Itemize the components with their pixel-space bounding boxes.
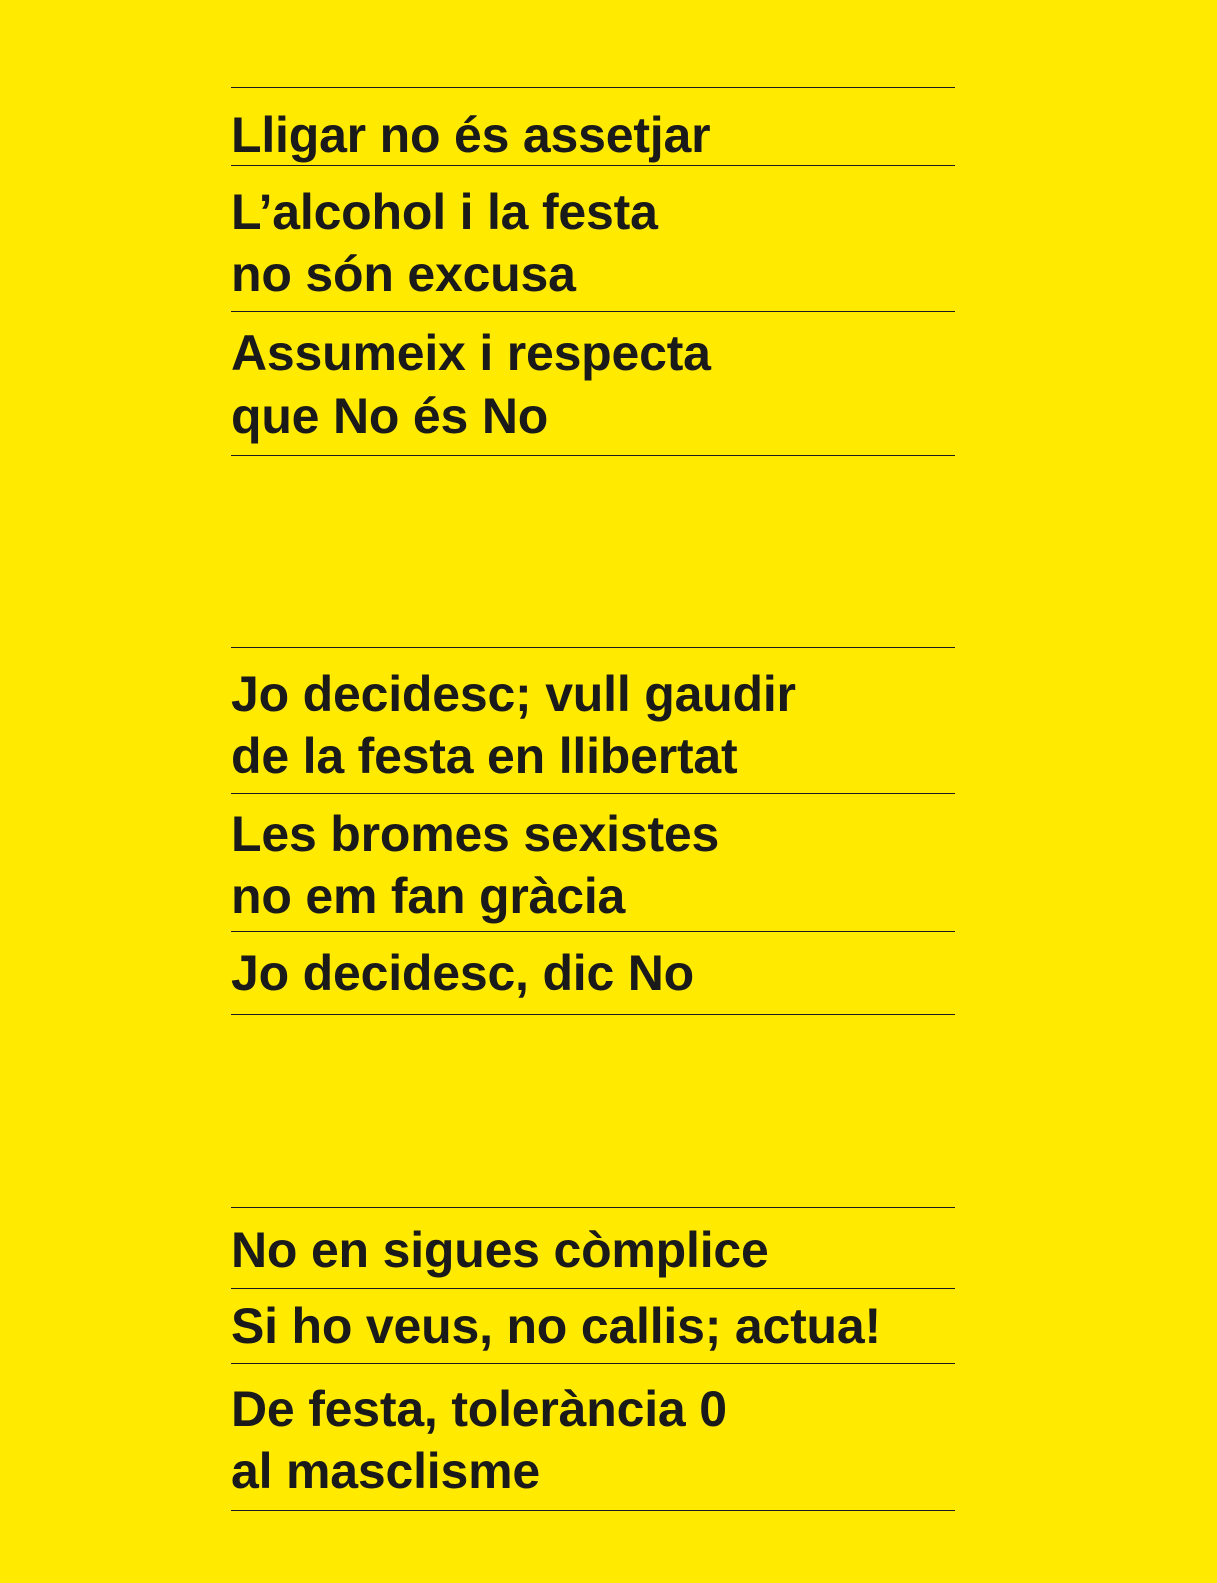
message-group-2 [231, 647, 955, 1015]
divider-rule [231, 455, 955, 456]
message-line: L’alcohol i la festa [231, 184, 658, 240]
message-line: Jo decidesc, dic No [231, 945, 695, 1001]
message-line: no són excusa [231, 246, 576, 302]
message-item [231, 312, 955, 455]
divider-rule [231, 1510, 955, 1511]
message-line: Lligar no és assetjar [231, 107, 711, 163]
message-item [231, 932, 955, 1014]
message-line: Assumeix i respecta [231, 325, 711, 381]
message-line: al masclisme [231, 1443, 540, 1499]
message-line: de la festa en llibertat [231, 728, 738, 784]
message-item [231, 1364, 955, 1510]
message-line: No en sigues còmplice [231, 1222, 769, 1278]
message-line: no em fan gràcia [231, 868, 626, 924]
message-line: que No és No [231, 388, 549, 444]
message-line: De festa, tolerància 0 [231, 1381, 727, 1437]
message-item [231, 648, 955, 793]
message-line: Jo decidesc; vull gaudir [231, 666, 796, 722]
message-line: Les bromes sexistes [231, 806, 720, 862]
message-group-3 [231, 1207, 955, 1511]
message-group-1 [231, 87, 955, 456]
message-item [231, 1208, 955, 1288]
message-item [231, 794, 955, 931]
message-item [231, 88, 955, 165]
message-item [231, 166, 955, 311]
divider-rule [231, 1014, 955, 1015]
message-line: Si ho veus, no callis; actua! [231, 1298, 881, 1354]
message-item [231, 1289, 955, 1363]
